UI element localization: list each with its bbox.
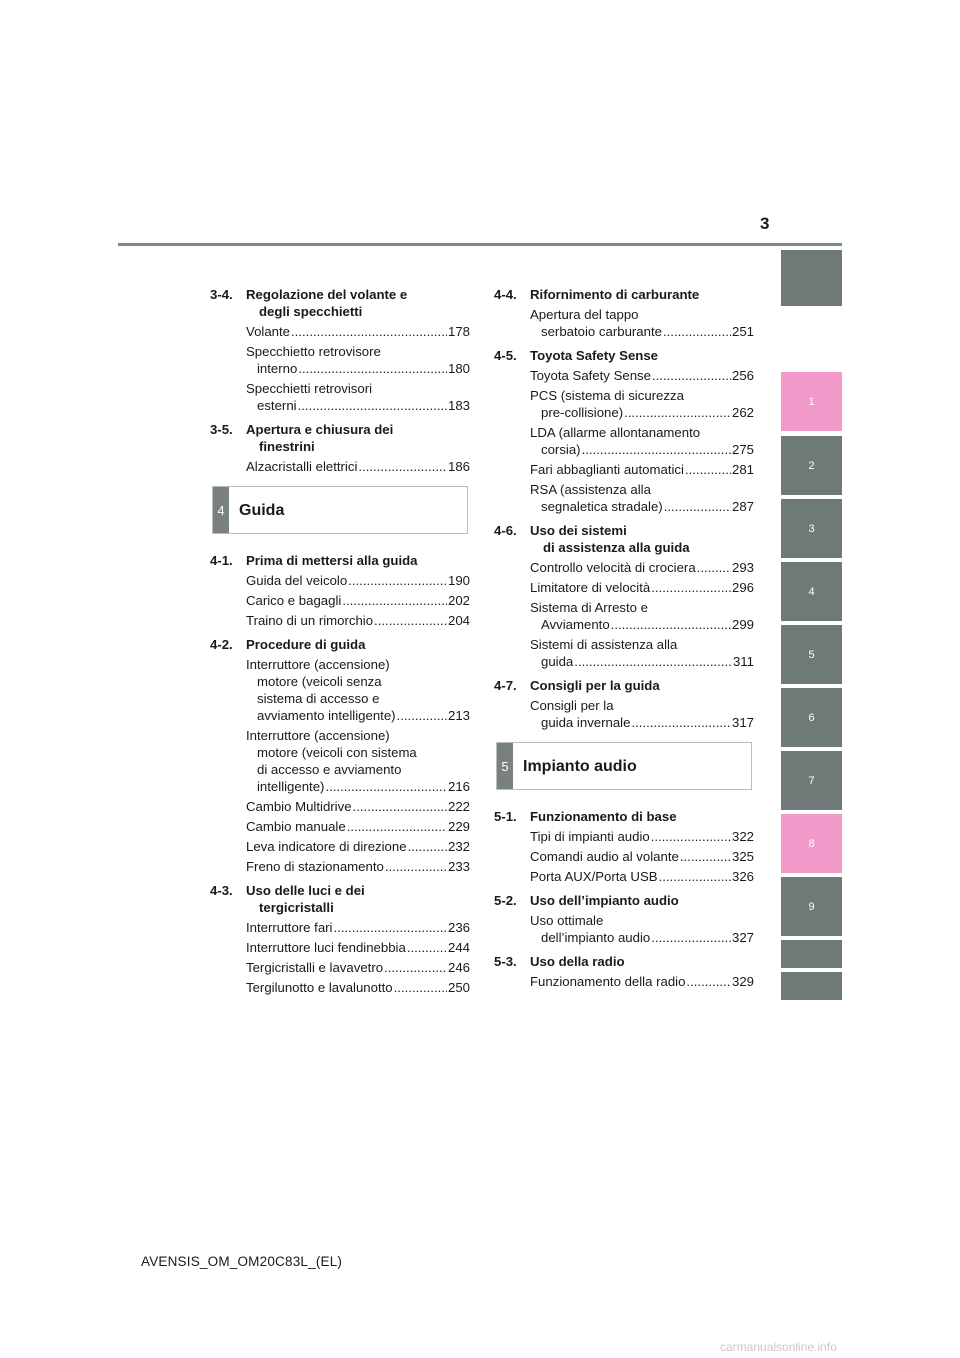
section-title-line: Uso delle luci e dei <box>246 883 365 898</box>
toc-entry-line: Porta AUX/Porta USB <box>530 869 658 884</box>
page-number: 3 <box>760 214 770 233</box>
section-title-line: di assistenza alla guida <box>543 540 690 555</box>
toc-entry-last-line <box>246 858 470 875</box>
page-ref: 204 <box>447 613 470 628</box>
leader-dots <box>353 798 447 815</box>
section-title <box>246 636 470 653</box>
toc-entry-line: Specchietti retrovisori <box>246 381 373 396</box>
leader-dots <box>407 939 447 956</box>
toc-entry-line: Guida del veicolo <box>246 573 348 588</box>
chapter-heading-4 <box>212 486 468 534</box>
section-number: 4-5. <box>494 348 517 363</box>
right-sections-after <box>494 808 754 990</box>
section-heading <box>494 808 754 825</box>
toc-entry[interactable] <box>530 387 754 421</box>
section-title-line: finestrini <box>259 439 315 454</box>
toc-entry[interactable] <box>246 612 470 629</box>
toc-entry-line: Avviamento <box>541 617 610 632</box>
toc-entry-text <box>530 868 754 885</box>
toc-entry[interactable] <box>530 973 754 990</box>
toc-entry-text <box>246 323 470 340</box>
toc-entry[interactable] <box>530 306 754 340</box>
leader-dots <box>651 929 731 946</box>
toc-right-column <box>494 286 754 993</box>
toc-entry-line: Leva indicatore di direzione <box>246 839 407 854</box>
section-heading <box>210 636 470 653</box>
toc-entry[interactable] <box>246 572 470 589</box>
toc-entry[interactable] <box>246 838 470 855</box>
toc-entry-text <box>246 858 470 875</box>
toc-entry-line: Interruttore (accensione) <box>246 728 390 743</box>
toc-entry-text <box>530 559 754 576</box>
section-number: 4-1. <box>210 553 233 568</box>
section-title-line: Uso della radio <box>530 954 625 969</box>
toc-entry[interactable] <box>246 959 470 976</box>
section-title-line: degli specchietti <box>259 304 363 319</box>
toc-entry[interactable] <box>530 559 754 576</box>
section-title <box>246 882 470 916</box>
toc-entry-text <box>246 919 470 936</box>
toc-entry-text <box>246 592 470 609</box>
toc-entry-text <box>246 458 470 475</box>
chapter-tab-6[interactable]: 6 <box>781 688 842 747</box>
toc-entry-line: Fari abbaglianti automatici <box>530 462 684 477</box>
toc-entry-line: Carico e bagagli <box>246 593 342 608</box>
left-sections-after <box>210 552 470 996</box>
toc-entry-line: PCS (sistema di sicurezza <box>530 388 684 403</box>
page-ref: 250 <box>447 980 470 995</box>
section-heading <box>494 953 754 970</box>
toc-entry-last-line <box>530 323 754 340</box>
leader-dots <box>624 404 731 421</box>
toc-entry-line: Interruttore fari <box>246 920 333 935</box>
toc-entry-line: dell’impianto audio <box>541 930 651 945</box>
toc-entry-line: Sistema di Arresto e <box>530 600 649 615</box>
leader-dots <box>659 868 731 885</box>
toc-entry[interactable] <box>530 828 754 845</box>
page-ref: 180 <box>447 361 470 376</box>
toc-entry[interactable] <box>530 461 754 478</box>
toc-entry-last-line <box>246 818 470 835</box>
toc-entry-last-line <box>246 959 470 976</box>
toc-entry[interactable] <box>530 697 754 731</box>
page-ref: 293 <box>731 560 754 575</box>
section-heading <box>210 421 470 455</box>
page-ref: 236 <box>447 920 470 935</box>
leader-dots <box>291 323 447 340</box>
toc-entry[interactable] <box>246 343 470 377</box>
page-ref: 296 <box>731 580 754 595</box>
section-number: 4-6. <box>494 523 517 538</box>
toc-entry-text <box>530 848 754 865</box>
leader-dots <box>582 441 731 458</box>
right-chapter-slot <box>494 742 754 808</box>
section-heading <box>210 552 470 569</box>
toc-entry-last-line <box>530 559 754 576</box>
toc-entry-text <box>246 727 470 795</box>
chapter-tab-blank[interactable] <box>781 250 842 306</box>
leader-dots <box>374 612 447 629</box>
section-title-line: Uso dell’impianto audio <box>530 893 679 908</box>
toc-entry-line: Tergicristalli e lavavetro <box>246 960 384 975</box>
toc-entry-last-line <box>530 441 754 458</box>
toc-entry-last-line <box>246 798 470 815</box>
toc-entry[interactable] <box>530 599 754 633</box>
section-title <box>530 892 754 909</box>
chapter-heading-5 <box>496 742 752 790</box>
page-ref: 216 <box>447 779 470 794</box>
page-ref: 251 <box>731 324 754 339</box>
toc-entry-last-line <box>530 616 754 633</box>
toc-entry[interactable] <box>530 636 754 670</box>
leader-dots <box>686 973 731 990</box>
toc-entry-line: Funzionamento della radio <box>530 974 686 989</box>
toc-entry-line: LDA (allarme allontanamento <box>530 425 701 440</box>
toc-entry-line: Traino di un rimorchio <box>246 613 374 628</box>
toc-entry-line: Specchietto retrovisore <box>246 344 381 359</box>
section-title-line: tergicristalli <box>259 900 334 915</box>
toc-entry-line: avviamento intelligente) <box>257 708 396 723</box>
toc-entry-text <box>530 697 754 731</box>
page-ref: 222 <box>447 799 470 814</box>
page-ref: 322 <box>731 829 754 844</box>
page-ref: 186 <box>447 459 470 474</box>
section-title <box>530 808 754 825</box>
section-title-line: Procedure di guida <box>246 637 366 652</box>
toc-entry-last-line <box>246 919 470 936</box>
toc-entry-line: Tergilunotto e lavalunotto <box>246 980 393 995</box>
toc-entry-line: motore (veicoli con sistema <box>257 745 417 760</box>
section-title-line: Apertura e chiusura dei <box>246 422 394 437</box>
page-ref: 256 <box>731 368 754 383</box>
toc-entry[interactable] <box>530 424 754 458</box>
toc-entry-line: di accesso e avviamento <box>257 762 402 777</box>
toc-entry-line: esterni <box>257 398 297 413</box>
toc-entry-line: Interruttore (accensione) <box>246 657 390 672</box>
toc-entry-text <box>530 973 754 990</box>
toc-entry-line: corsia) <box>541 442 581 457</box>
leader-dots <box>685 461 731 478</box>
leader-dots <box>664 498 731 515</box>
toc-entry-last-line <box>530 868 754 885</box>
toc-entry-text <box>530 461 754 478</box>
section-title-line: Toyota Safety Sense <box>530 348 659 363</box>
section-number: 4-3. <box>210 883 233 898</box>
toc-entry-last-line <box>530 828 754 845</box>
section-number: 5-3. <box>494 954 517 969</box>
page-ref: 299 <box>731 617 754 632</box>
leader-dots <box>298 397 447 414</box>
leader-dots <box>358 458 447 475</box>
toc-entry-last-line <box>246 397 470 414</box>
section-heading <box>494 677 754 694</box>
toc-entry-line: Comandi audio al volante <box>530 849 679 864</box>
page-ref: 325 <box>731 849 754 864</box>
toc-entry-line: RSA (assistenza alla <box>530 482 651 497</box>
toc-entry-text <box>246 572 470 589</box>
toc-entry-last-line <box>530 848 754 865</box>
toc-entry-text <box>246 656 470 724</box>
section-heading <box>494 892 754 909</box>
toc-entry-text <box>530 636 754 670</box>
section-number: 4-2. <box>210 637 233 652</box>
section-title-line: Uso dei sistemi <box>530 523 627 538</box>
toc-entry-line: Tipi di impianti audio <box>530 829 650 844</box>
toc-entry-text <box>530 387 754 421</box>
toc-entry-last-line <box>530 404 754 421</box>
toc-entry-line: Consigli per la <box>530 698 614 713</box>
section-title <box>530 522 754 556</box>
chapter-tab-8[interactable]: 8 <box>781 814 842 873</box>
leader-dots <box>325 778 447 795</box>
toc-entry-last-line <box>246 778 470 795</box>
toc-entry[interactable] <box>530 367 754 384</box>
toc-entry[interactable] <box>530 868 754 885</box>
page-ref: 281 <box>731 462 754 477</box>
toc-entry-text <box>530 481 754 515</box>
leader-dots <box>397 707 447 724</box>
leader-dots <box>663 323 731 340</box>
toc-entry-text <box>530 424 754 458</box>
page-ref: 232 <box>447 839 470 854</box>
leader-dots <box>384 959 447 976</box>
section-title <box>246 421 470 455</box>
toc-entry[interactable] <box>246 380 470 414</box>
chapter-tab-blank[interactable] <box>781 940 842 968</box>
toc-entry[interactable] <box>246 979 470 996</box>
toc-entry-last-line <box>246 323 470 340</box>
page-ref: 329 <box>731 974 754 989</box>
page-ref: 287 <box>731 499 754 514</box>
toc-entry-line: Sistemi di assistenza alla <box>530 637 678 652</box>
toc-entry[interactable] <box>530 848 754 865</box>
leader-dots <box>611 616 731 633</box>
page-ref: 246 <box>447 960 470 975</box>
page-ref: 190 <box>447 573 470 588</box>
leader-dots <box>574 653 732 670</box>
chapter-tab-2[interactable]: 2 <box>781 436 842 495</box>
toc-entry-last-line <box>530 367 754 384</box>
toc-entry-last-line <box>530 714 754 731</box>
toc-entry-text <box>246 939 470 956</box>
leader-dots <box>408 838 447 855</box>
page-ref: 327 <box>731 930 754 945</box>
section-number: 3-4. <box>210 287 233 302</box>
section-heading <box>210 882 470 916</box>
section-number: 4-7. <box>494 678 517 693</box>
page-ref: 317 <box>731 715 754 730</box>
toc-entry-line: Toyota Safety Sense <box>530 368 651 383</box>
toc-entry-line: intelligente) <box>257 779 325 794</box>
toc-entry-text <box>530 828 754 845</box>
toc-entry[interactable] <box>246 939 470 956</box>
toc-entry-last-line <box>246 612 470 629</box>
toc-entry-line: Alzacristalli elettrici <box>246 459 358 474</box>
left-sections-before <box>210 286 470 475</box>
toc-entry-text <box>530 367 754 384</box>
toc-entry-text <box>246 979 470 996</box>
chapter-tab-4[interactable]: 4 <box>781 562 842 621</box>
page-ref: 311 <box>732 654 754 669</box>
toc-entry-text <box>530 599 754 633</box>
section-title <box>530 677 754 694</box>
leader-dots <box>347 818 447 835</box>
leader-dots <box>394 979 447 996</box>
section-number: 4-4. <box>494 287 517 302</box>
toc-entry-text <box>246 818 470 835</box>
toc-entry[interactable] <box>530 481 754 515</box>
page-ref: 244 <box>447 940 470 955</box>
toc-entry-text <box>246 380 470 414</box>
toc-entry-last-line <box>246 838 470 855</box>
toc-entry-line: guida invernale <box>541 715 631 730</box>
toc-entry-last-line <box>530 929 754 946</box>
chapter-tab-9[interactable]: 9 <box>781 877 842 936</box>
toc-entry-line: segnaletica stradale) <box>541 499 663 514</box>
toc-entry-line: serbatoio carburante <box>541 324 662 339</box>
toc-entry-line: Controllo velocità di crociera <box>530 560 696 575</box>
watermark: carmanualsonline.info <box>720 1340 837 1354</box>
section-heading <box>494 347 754 364</box>
toc-entry[interactable] <box>246 656 470 724</box>
toc-entry[interactable] <box>246 323 470 340</box>
header-rule <box>118 243 842 246</box>
toc-entry-last-line <box>246 939 470 956</box>
toc-entry[interactable] <box>530 579 754 596</box>
section-heading <box>494 522 754 556</box>
toc-entry-last-line <box>246 707 470 724</box>
toc-entry[interactable] <box>246 818 470 835</box>
leader-dots <box>697 559 731 576</box>
chapter-number: 5 <box>497 743 513 789</box>
leader-dots <box>334 919 447 936</box>
section-title-line: Prima di mettersi alla guida <box>246 553 418 568</box>
toc-entry-line: Limitatore di velocità <box>530 580 651 595</box>
section-number: 3-5. <box>210 422 233 437</box>
section-title-line: Rifornimento di carburante <box>530 287 700 302</box>
leader-dots <box>680 848 731 865</box>
toc-entry-text <box>530 579 754 596</box>
toc-entry-line: Cambio manuale <box>246 819 346 834</box>
right-sections-before <box>494 286 754 731</box>
page-ref: 213 <box>447 708 470 723</box>
chapter-tab-blank[interactable] <box>781 972 842 1000</box>
toc-entry-line: interno <box>257 361 298 376</box>
toc-entry[interactable] <box>530 912 754 946</box>
page-ref: 275 <box>731 442 754 457</box>
section-title-line: Funzionamento di base <box>530 809 677 824</box>
toc-entry[interactable] <box>246 798 470 815</box>
toc-entry-last-line <box>246 572 470 589</box>
left-chapter-slot <box>210 486 470 552</box>
toc-entry-last-line <box>246 979 470 996</box>
chapter-title: Impianto audio <box>523 757 637 775</box>
leader-dots <box>651 828 731 845</box>
toc-entry-last-line <box>530 498 754 515</box>
section-title <box>530 347 754 364</box>
page-ref: 229 <box>447 819 470 834</box>
toc-entry-line: Apertura del tappo <box>530 307 639 322</box>
leader-dots <box>385 858 447 875</box>
toc-entry-line: Volante <box>246 324 290 339</box>
toc-entry-line: guida <box>541 654 574 669</box>
section-heading <box>494 286 754 303</box>
page-ref: 178 <box>447 324 470 339</box>
section-title <box>530 286 754 303</box>
toc-entry-text <box>246 798 470 815</box>
toc-entry-line: motore (veicoli senza <box>257 674 382 689</box>
toc-entry[interactable] <box>246 458 470 475</box>
toc-entry-last-line <box>246 592 470 609</box>
toc-entry-last-line <box>246 458 470 475</box>
chapter-number: 4 <box>213 487 229 533</box>
toc-entry-last-line <box>530 579 754 596</box>
toc-entry-line: pre-collisione) <box>541 405 624 420</box>
chapter-tab-1[interactable]: 1 <box>781 372 842 431</box>
footer-code: AVENSIS_OM_OM20C83L_(EL) <box>141 1254 343 1269</box>
toc-entry[interactable] <box>246 858 470 875</box>
page-ref: 326 <box>731 869 754 884</box>
toc-entry-last-line <box>530 653 754 670</box>
section-number: 5-1. <box>494 809 517 824</box>
section-number: 5-2. <box>494 893 517 908</box>
section-title-line: Regolazione del volante e <box>246 287 408 302</box>
toc-entry-line: sistema di accesso e <box>257 691 380 706</box>
leader-dots <box>342 592 447 609</box>
toc-entry-text <box>246 612 470 629</box>
toc-entry-last-line <box>246 360 470 377</box>
section-title <box>246 286 470 320</box>
page-ref: 183 <box>447 398 470 413</box>
chapter-tab-3[interactable]: 3 <box>781 499 842 558</box>
toc-entry-line: Cambio Multidrive <box>246 799 352 814</box>
toc-entry-text <box>246 838 470 855</box>
leader-dots <box>651 579 731 596</box>
toc-entry-text <box>246 959 470 976</box>
toc-entry-line: Freno di stazionamento <box>246 859 384 874</box>
toc-entry[interactable] <box>246 592 470 609</box>
section-title <box>530 953 754 970</box>
page-ref: 262 <box>731 405 754 420</box>
section-title-line: Consigli per la guida <box>530 678 660 693</box>
toc-entry-last-line <box>530 973 754 990</box>
toc-entry-last-line <box>530 461 754 478</box>
section-title <box>246 552 470 569</box>
leader-dots <box>298 360 447 377</box>
leader-dots <box>631 714 731 731</box>
toc-entry-line: Interruttore luci fendinebbia <box>246 940 406 955</box>
toc-left-column <box>210 286 470 999</box>
toc-entry-text <box>246 343 470 377</box>
chapter-tab-7[interactable]: 7 <box>781 751 842 810</box>
page-ref: 202 <box>447 593 470 608</box>
toc-entry[interactable] <box>246 727 470 795</box>
chapter-tab-5[interactable]: 5 <box>781 625 842 684</box>
toc-entry-line: Uso ottimale <box>530 913 604 928</box>
chapter-title: Guida <box>239 501 285 519</box>
toc-entry-text <box>530 912 754 946</box>
toc-entry-text <box>530 306 754 340</box>
toc-entry[interactable] <box>246 919 470 936</box>
page-ref: 233 <box>447 859 470 874</box>
leader-dots <box>348 572 447 589</box>
section-heading <box>210 286 470 320</box>
leader-dots <box>652 367 731 384</box>
